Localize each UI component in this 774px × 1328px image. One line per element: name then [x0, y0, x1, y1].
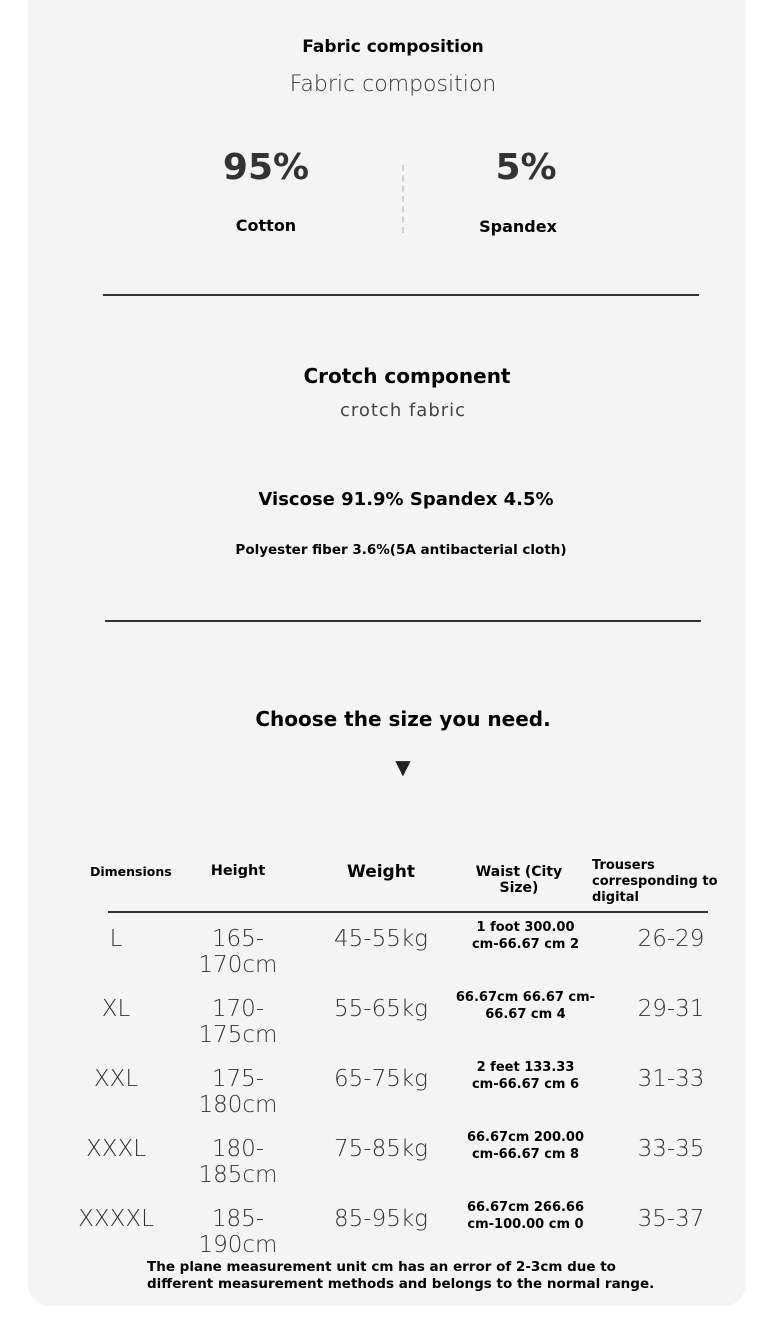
spandex-label: Spandex — [479, 217, 557, 236]
measurement-note: The plane measurement unit cm has an error of 2-3cm due to different measurement methods and belongs to the normal range. — [147, 1259, 655, 1292]
size-cell: XXXXL — [78, 1206, 154, 1232]
waist-cell: 2 feet 133.33 cm-66.67 cm 6 — [471, 1060, 580, 1092]
crotch-composition-line2: Polyester fiber 3.6%(5A antibacterial cloth) — [235, 542, 567, 558]
table-row — [28, 1060, 758, 1118]
weight-cell: 65-75kg — [334, 1066, 428, 1092]
weight-cell: 45-55kg — [334, 926, 428, 952]
weight-cell: 75-85kg — [334, 1136, 428, 1162]
fabric-title: Fabric composition — [302, 37, 484, 57]
product-info-card — [28, 0, 746, 1306]
height-cell: 170-175cm — [198, 996, 278, 1048]
size-cell: XL — [101, 996, 131, 1022]
table-row — [28, 1130, 758, 1188]
header-waist: Waist (City Size) — [475, 864, 563, 896]
table-row — [28, 1200, 758, 1258]
trousers-cell: 35-37 — [637, 1206, 705, 1232]
crotch-title: Crotch component — [303, 364, 511, 388]
crotch-composition-line1: Viscose 91.9% Spandex 4.5% — [258, 489, 554, 510]
height-cell: 175-180cm — [198, 1066, 278, 1118]
waist-cell: 66.67cm 200.00 cm-66.67 cm 8 — [466, 1130, 585, 1162]
size-cell: XXXL — [85, 1136, 147, 1162]
section-divider-1 — [103, 294, 699, 296]
cotton-percent: 95% — [222, 147, 310, 188]
section-divider-2 — [105, 620, 701, 622]
trousers-cell: 29-31 — [637, 996, 705, 1022]
waist-cell: 1 foot 300.00 cm-66.67 cm 2 — [471, 920, 580, 952]
size-cell: XXL — [93, 1066, 139, 1092]
weight-cell: 85-95kg — [334, 1206, 428, 1232]
waist-cell: 66.67cm 66.67 cm- 66.67 cm 4 — [455, 990, 596, 1022]
size-prompt: Choose the size you need. — [255, 707, 551, 731]
height-cell: 165-170cm — [198, 926, 278, 978]
down-arrow-icon: ▼ — [395, 755, 411, 779]
crotch-subtitle: crotch fabric — [339, 400, 467, 421]
table-row — [28, 990, 758, 1048]
height-cell: 185-190cm — [198, 1206, 278, 1258]
height-cell: 180-185cm — [198, 1136, 278, 1188]
weight-cell: 55-65kg — [334, 996, 428, 1022]
fabric-divider — [402, 165, 404, 233]
trousers-cell: 33-35 — [637, 1136, 705, 1162]
header-weight: Weight — [347, 862, 415, 882]
spandex-percent: 5% — [495, 147, 557, 188]
cotton-label: Cotton — [235, 216, 297, 235]
fabric-subtitle: Fabric composition — [289, 72, 497, 97]
header-height: Height — [210, 863, 266, 879]
header-trousers: Trousers corresponding to digital — [592, 858, 718, 905]
trousers-cell: 26-29 — [637, 926, 705, 952]
size-cell: L — [109, 926, 123, 952]
trousers-cell: 31-33 — [637, 1066, 705, 1092]
header-dimensions: Dimensions — [90, 864, 172, 879]
waist-cell: 66.67cm 266.66 cm-100.00 cm 0 — [466, 1200, 585, 1232]
table-header-divider — [108, 911, 708, 913]
table-row — [28, 920, 758, 978]
